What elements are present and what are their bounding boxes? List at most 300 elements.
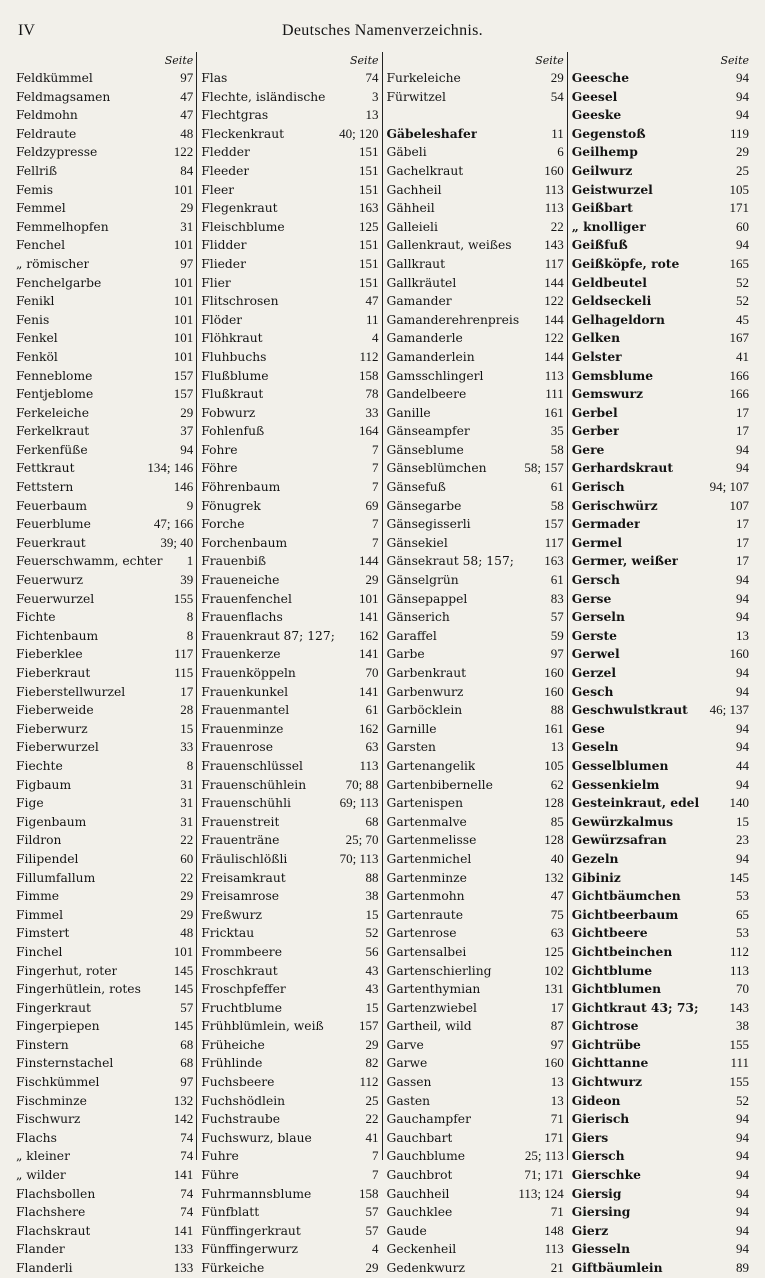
entry-page-numbers: 94 <box>736 590 749 606</box>
entry-term: Fenkel <box>16 331 58 346</box>
entry-term: Flander <box>16 1242 65 1257</box>
entry-page-numbers: 144 <box>544 274 564 290</box>
entry-term: Gezeln <box>571 850 619 866</box>
entry-page-numbers: 74 <box>365 70 379 85</box>
entry-page-numbers: 52 <box>365 925 379 941</box>
entry-page-numbers: 7 <box>372 1148 379 1164</box>
index-entry <box>387 497 564 516</box>
entry-page-numbers: 63 <box>550 925 564 941</box>
entry-term: Gartenangelik <box>386 758 476 773</box>
entry-term: Giersch <box>571 1148 625 1164</box>
index-entry <box>201 181 378 200</box>
entry-page-numbers: 101 <box>173 348 194 364</box>
entry-term: Gartenschierling <box>386 963 492 978</box>
index-entry <box>16 1054 193 1073</box>
entry-page-numbers: 97 <box>550 1036 564 1052</box>
entry-term: Frauenfenchel <box>201 591 292 606</box>
entry-page-numbers: 162 <box>359 720 379 736</box>
entry-term: Fluhbuchs <box>201 349 267 364</box>
entry-term: Gerzel <box>571 665 617 680</box>
index-entry <box>16 1166 193 1185</box>
index-entry <box>572 255 749 274</box>
index-entry <box>572 292 749 311</box>
entry-page-numbers: 58; 157 <box>524 460 564 476</box>
entry-page-numbers: 29 <box>365 572 379 588</box>
entry-page-numbers: 17 <box>736 404 749 420</box>
entry-page-numbers: 70; 88 <box>345 776 379 792</box>
index-entry <box>572 274 749 293</box>
index-entry <box>16 311 193 330</box>
entry-term: Gesch <box>571 683 614 699</box>
index-entry <box>201 943 378 962</box>
index-entry <box>387 1147 564 1166</box>
entry-term: Finstern <box>16 1037 69 1052</box>
index-entry <box>201 887 378 906</box>
entry-page-numbers: 94 <box>736 1111 749 1127</box>
index-entry <box>201 1054 378 1073</box>
entry-term: Froschpfeffer <box>201 982 286 997</box>
index-entry <box>387 274 564 293</box>
entry-page-numbers: 7 <box>372 460 379 476</box>
index-entry <box>572 478 749 497</box>
entry-term: Gallkräutel <box>386 275 457 290</box>
entry-term: Feuerblume <box>16 517 91 532</box>
entry-page-numbers: 166 <box>729 367 749 383</box>
index-entry <box>16 701 193 720</box>
index-entry <box>387 459 564 478</box>
entry-term: Freisamrose <box>201 889 280 904</box>
entry-term: Gichttanne <box>571 1055 649 1071</box>
entry-term: Geldseckeli <box>571 293 652 309</box>
entry-page-numbers: 133 <box>173 1260 194 1275</box>
entry-page-numbers: 94 <box>736 1148 749 1164</box>
entry-term: Gedenkwurz <box>386 1261 465 1275</box>
entry-page-numbers: 48 <box>180 925 194 941</box>
index-entry <box>387 664 564 683</box>
entry-page-numbers: 101 <box>173 330 194 346</box>
entry-page-numbers: 17 <box>736 516 749 532</box>
entry-term: Fieberwurz <box>16 721 88 736</box>
index-entry <box>16 924 193 943</box>
index-entry <box>201 1129 378 1148</box>
entry-page-numbers: 94 <box>736 1241 749 1257</box>
index-entry <box>16 218 193 237</box>
entry-page-numbers: 23 <box>736 832 749 848</box>
index-entry <box>572 887 749 906</box>
entry-page-numbers: 15 <box>365 906 379 922</box>
index-entry <box>387 534 564 553</box>
entry-page-numbers: 89 <box>736 1260 749 1275</box>
entry-page-numbers: 151 <box>359 181 379 197</box>
entry-page-numbers: 97 <box>550 646 564 662</box>
entry-term: Gichtrose <box>571 1018 639 1034</box>
index-entry <box>201 645 378 664</box>
index-entry <box>572 1110 749 1129</box>
entry-page-numbers: 29 <box>180 888 194 904</box>
entry-term: Fieberklee <box>16 647 83 662</box>
entry-term: Gessenkielm <box>571 776 660 792</box>
index-entry <box>387 608 564 627</box>
entry-term: Fiechte <box>16 758 63 773</box>
entry-page-numbers: 134; 146 <box>147 460 194 476</box>
entry-page-numbers: 25; 113 <box>524 1148 564 1164</box>
index-entry <box>572 515 749 534</box>
index-entry <box>387 515 564 534</box>
entry-page-numbers: 94 <box>736 683 749 699</box>
entry-term: Gäbeleshafer <box>386 125 478 141</box>
index-entry <box>201 1222 378 1241</box>
index-entry <box>572 1147 749 1166</box>
entry-term: Frauenmantel <box>201 703 290 718</box>
entry-term: Flitschrosen <box>201 294 279 309</box>
entry-term: Fleckenkraut <box>201 126 285 141</box>
entry-page-numbers: 52 <box>736 274 749 290</box>
index-entry <box>572 757 749 776</box>
entry-term: Gachheil <box>386 182 442 197</box>
entry-page-numbers: 25; 70 <box>345 832 379 848</box>
entry-term: Gauchampfer <box>386 1112 471 1127</box>
entry-term: Geißbart <box>571 200 633 216</box>
index-entry <box>16 404 193 423</box>
entry-term: Fenchel <box>16 238 66 253</box>
index-entry <box>572 1222 749 1241</box>
entry-page-numbers: 157 <box>359 1018 379 1034</box>
entry-term: Frauenminze <box>201 721 284 736</box>
index-entry <box>201 1017 378 1036</box>
entry-page-numbers: 41 <box>736 348 749 364</box>
entry-term: Früheiche <box>201 1037 265 1052</box>
index-entry <box>16 1240 193 1259</box>
entry-term: Fenköl <box>16 349 58 364</box>
index-entry <box>387 199 564 218</box>
entry-term: Gichtkraut 43; 73; <box>571 999 699 1015</box>
entry-page-numbers: 53 <box>736 888 749 904</box>
entry-term: Gänseampfer <box>386 424 470 439</box>
entry-term: Femmelhopfen <box>16 219 109 234</box>
entry-page-numbers: 4 <box>372 330 379 346</box>
entry-page-numbers: 61 <box>365 702 379 718</box>
index-entry <box>16 1147 193 1166</box>
index-entry <box>16 497 193 516</box>
entry-term: Fettstern <box>16 480 74 495</box>
entry-page-numbers <box>560 106 564 125</box>
entry-term: Geckenheil <box>386 1242 457 1257</box>
entry-term: Gachelkraut <box>386 163 464 178</box>
entry-term: Galleieli <box>386 219 438 234</box>
index-entry <box>201 590 378 609</box>
entry-term: Giftbäumlein <box>571 1260 663 1275</box>
index-entry <box>387 236 564 255</box>
index-entry <box>572 125 749 144</box>
entry-term: Flas <box>201 71 228 85</box>
index-entry <box>387 831 564 850</box>
entry-page-numbers: 60 <box>180 850 194 866</box>
entry-term: Garböcklein <box>386 703 463 718</box>
entry-page-numbers: 62 <box>550 776 564 792</box>
index-entry <box>572 1017 749 1036</box>
entry-term: Frauenkerze <box>201 647 281 662</box>
entry-page-numbers: 25 <box>736 162 749 178</box>
entry-page-numbers: 29 <box>365 1260 379 1275</box>
entry-term: Femis <box>16 182 54 197</box>
index-entry <box>387 943 564 962</box>
entry-term: Fünfblatt <box>201 1205 260 1220</box>
entry-term: Gartensalbei <box>386 944 467 959</box>
index-entry <box>572 571 749 590</box>
entry-page-numbers: 128 <box>544 832 564 848</box>
index-entry <box>572 850 749 869</box>
entry-page-numbers: 78 <box>365 386 379 402</box>
entry-term: Finsternstachel <box>16 1056 114 1071</box>
index-entry <box>387 348 564 367</box>
index-entry <box>387 1054 564 1073</box>
index-entry <box>572 813 749 832</box>
index-entry <box>387 552 564 571</box>
entry-term: Fricktau <box>201 926 255 941</box>
entry-term: Ferkenfüße <box>16 442 88 457</box>
entry-page-numbers: 133 <box>173 1241 194 1257</box>
entry-term: Feldkümmel <box>16 71 93 85</box>
entry-page-numbers: 117 <box>544 534 564 550</box>
entry-term: „ wilder <box>16 1168 66 1183</box>
entry-term: Gichtbeerbaum <box>571 906 679 922</box>
index-entry <box>16 738 193 757</box>
index-entry <box>572 701 749 720</box>
index-entry <box>201 125 378 144</box>
entry-page-numbers: 115 <box>174 665 194 680</box>
entry-term: Germer, weißer <box>571 553 679 569</box>
entry-term: Gasten <box>386 1093 431 1108</box>
entry-term: Flachskraut <box>16 1223 91 1238</box>
entry-page-numbers: 61 <box>550 572 564 588</box>
entry-term: Gartenrose <box>386 926 457 941</box>
entry-page-numbers: 68 <box>365 813 379 829</box>
entry-page-numbers: 94 <box>736 1185 749 1201</box>
index-entry <box>201 143 378 162</box>
entry-page-numbers: 57 <box>550 609 564 625</box>
index-entry <box>572 218 749 237</box>
entry-term: Fingerhut, roter <box>16 963 118 978</box>
entry-page-numbers: 88 <box>365 869 379 885</box>
index-entry <box>572 683 749 702</box>
entry-term: Gesselblumen <box>571 757 669 773</box>
entry-page-numbers: 59 <box>550 627 564 643</box>
entry-page-numbers: 94 <box>736 665 749 680</box>
entry-term: Gamanderlein <box>386 349 475 364</box>
index-entry <box>572 422 749 441</box>
index-entry <box>387 887 564 906</box>
index-entry <box>201 962 378 981</box>
index-entry <box>387 1036 564 1055</box>
entry-page-numbers: 70 <box>736 981 749 997</box>
entry-term: Feldmohn <box>16 108 78 123</box>
index-entry <box>387 1073 564 1092</box>
entry-page-numbers: 53 <box>736 925 749 941</box>
entry-page-numbers: 94 <box>736 720 749 736</box>
index-entry <box>572 794 749 813</box>
entry-term: Gese <box>571 720 605 736</box>
index-entry <box>201 906 378 925</box>
entry-page-numbers: 144 <box>544 311 564 327</box>
entry-term: Gauchbrot <box>386 1168 453 1183</box>
entry-page-numbers: 94 <box>736 1222 749 1238</box>
index-entry <box>387 292 564 311</box>
index-entry <box>572 645 749 664</box>
entry-page-numbers: 94 <box>736 739 749 755</box>
entry-page-numbers: 8 <box>186 627 194 643</box>
entry-page-numbers: 101 <box>173 237 194 253</box>
entry-term: Gartheil, wild <box>386 1019 472 1034</box>
entry-page-numbers: 15 <box>180 720 194 736</box>
index-entry <box>387 813 564 832</box>
index-entry <box>16 831 193 850</box>
entry-page-numbers: 44 <box>736 757 749 773</box>
entry-term: Gamanderle <box>386 331 463 346</box>
index-entry <box>387 311 564 330</box>
index-entry <box>201 869 378 888</box>
index-entry <box>201 1147 378 1166</box>
entry-page-numbers: 155 <box>729 1074 749 1090</box>
index-entry <box>16 478 193 497</box>
index-entry <box>387 962 564 981</box>
entry-page-numbers: 31 <box>180 776 194 792</box>
entry-page-numbers: 158 <box>359 367 379 383</box>
entry-term: Fohre <box>201 442 238 457</box>
entry-page-numbers: 39; 40 <box>160 534 194 550</box>
index-entry <box>201 478 378 497</box>
index-entry <box>201 1259 378 1278</box>
index-entry <box>387 645 564 664</box>
entry-page-numbers: 107 <box>729 497 749 513</box>
entry-term: Gere <box>571 441 605 457</box>
index-entry <box>387 776 564 795</box>
entry-term: Gideon <box>571 1092 621 1108</box>
index-entry <box>387 1203 564 1222</box>
entry-page-numbers: 141 <box>359 646 379 662</box>
index-entry <box>201 534 378 553</box>
entry-page-numbers: 74 <box>180 1129 194 1145</box>
index-entry <box>387 757 564 776</box>
index-entry <box>16 627 193 646</box>
entry-page-numbers: 155 <box>173 590 194 606</box>
entry-term: Flier <box>201 275 231 290</box>
entry-term: Gauchblume <box>386 1149 466 1164</box>
entry-term: Frauenstreit <box>201 814 280 829</box>
entry-term: Fuhrmannsblume <box>201 1186 312 1201</box>
entry-term: Fingerpiepen <box>16 1019 100 1034</box>
index-entry <box>16 813 193 832</box>
index-entry <box>572 1240 749 1259</box>
entry-term: Frauenköppeln <box>201 666 296 680</box>
index-entry <box>201 292 378 311</box>
entry-page-numbers: 143 <box>544 237 564 253</box>
entry-page-numbers: 151 <box>359 237 379 253</box>
entry-term: Gichtrübe <box>571 1036 641 1052</box>
index-entry <box>201 831 378 850</box>
entry-term: Fobwurz <box>201 405 256 420</box>
index-entry <box>201 1092 378 1111</box>
index-entry <box>572 348 749 367</box>
entry-page-numbers: 31 <box>180 813 194 829</box>
index-entry <box>572 385 749 404</box>
entry-term: Ferkeleiche <box>16 405 89 420</box>
entry-term: Gamanderehrenpreis <box>386 312 520 327</box>
entry-term: Fledder <box>201 145 250 160</box>
index-entry <box>201 664 378 683</box>
index-entry <box>572 980 749 999</box>
entry-term: Fellriß <box>16 163 58 178</box>
entry-term: Gänserich <box>386 610 450 625</box>
entry-page-numbers: 31 <box>180 218 194 234</box>
entry-term: Gewürzkalmus <box>571 813 674 829</box>
entry-page-numbers: 112 <box>729 943 749 959</box>
index-entry <box>201 813 378 832</box>
entry-page-numbers: 69; 113 <box>339 795 379 811</box>
index-entry <box>572 1092 749 1111</box>
entry-page-numbers: 140 <box>729 795 749 811</box>
index-entry <box>16 1222 193 1241</box>
entry-term: Gänseblume <box>386 442 464 457</box>
index-entry <box>16 292 193 311</box>
entry-page-numbers: 46; 137 <box>709 702 749 718</box>
entry-term: Garbe <box>386 647 425 662</box>
entry-page-numbers: 40 <box>550 850 564 866</box>
index-entry <box>572 404 749 423</box>
index-entry <box>16 590 193 609</box>
entry-term: Geilwurz <box>571 162 633 178</box>
entry-page-numbers: 28 <box>180 702 194 718</box>
entry-term: Flegenkraut <box>201 201 278 216</box>
entry-page-numbers: 7 <box>372 534 379 550</box>
entry-page-numbers: 161 <box>544 404 564 420</box>
index-entry <box>572 367 749 386</box>
entry-term: Fräulischlößli <box>201 851 288 866</box>
index-entry <box>201 980 378 999</box>
entry-term: Gerhardskraut <box>571 460 674 476</box>
entry-page-numbers: 33 <box>365 404 379 420</box>
index-entry <box>572 664 749 683</box>
entry-page-numbers: 22 <box>180 832 194 848</box>
entry-page-numbers: 158 <box>359 1185 379 1201</box>
entry-page-numbers: 141 <box>173 1167 194 1183</box>
entry-term: Gähheil <box>386 201 435 216</box>
entry-page-numbers: 71; 171 <box>524 1167 564 1183</box>
entry-term: „ römischer <box>16 256 90 271</box>
page-column-label: Seite <box>720 54 749 67</box>
index-entry <box>572 869 749 888</box>
index-entry <box>16 1259 193 1278</box>
index-entry <box>16 422 193 441</box>
entry-term: Flachsbollen <box>16 1186 96 1201</box>
index-column <box>567 52 752 1275</box>
entry-page-numbers: 74 <box>180 1185 194 1201</box>
entry-term: Garbenkraut <box>386 666 467 680</box>
entry-term: Fraueneiche <box>201 573 280 588</box>
entry-page-numbers: 58 <box>550 441 564 457</box>
entry-term: Gallenkraut, weißes <box>386 238 512 253</box>
entry-page-numbers: 113 <box>729 962 749 978</box>
index-entry <box>201 1036 378 1055</box>
entry-term: Frauenbiß <box>201 554 267 569</box>
entry-term: Geesche <box>571 70 630 85</box>
entry-page-numbers: 17 <box>180 683 194 699</box>
index-entry <box>387 999 564 1018</box>
entry-term: Fimme <box>16 889 60 904</box>
entry-term: Figenbaum <box>16 814 87 829</box>
entry-term: Gerisch <box>571 479 625 495</box>
page-header <box>0 22 765 48</box>
entry-term: Feuerkraut <box>16 535 86 550</box>
